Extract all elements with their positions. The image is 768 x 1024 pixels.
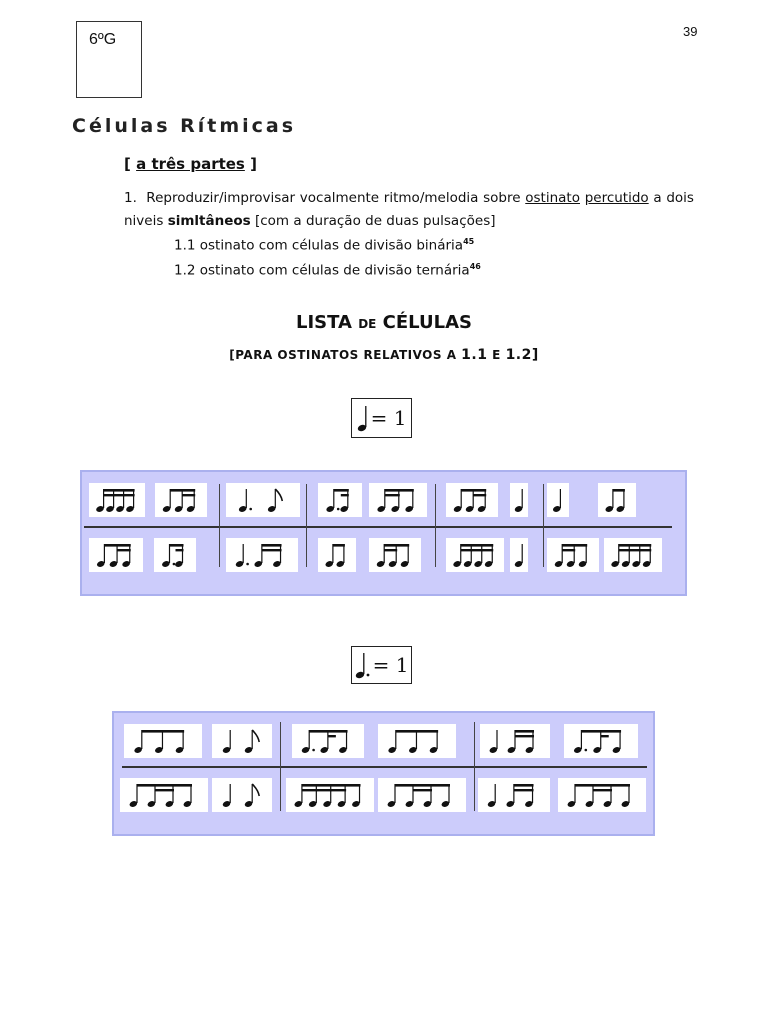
rhythm-cell xyxy=(286,778,374,812)
panel-divider xyxy=(84,526,672,528)
rhythm-notation xyxy=(446,483,498,517)
rhythm-cell xyxy=(154,538,196,572)
rhythm-cell xyxy=(292,724,364,758)
rhythm-cell xyxy=(318,483,362,517)
rhythm-cell xyxy=(89,538,143,572)
tempo-ternary xyxy=(351,646,412,684)
group-separator xyxy=(280,722,281,811)
rhythm-notation xyxy=(120,778,208,812)
rhythm-cell xyxy=(369,538,421,572)
rhythm-cell xyxy=(318,538,356,572)
rhythm-notation xyxy=(369,538,421,572)
rhythm-notation xyxy=(446,538,504,572)
footnote-ref: 46 xyxy=(469,262,481,271)
rhythm-notation xyxy=(547,483,569,517)
rhythm-cell xyxy=(598,483,636,517)
rhythm-notation xyxy=(598,483,636,517)
section-heading: [ a três partes ] xyxy=(124,155,257,173)
group-separator xyxy=(435,484,436,567)
group-separator xyxy=(474,722,475,811)
section-heading-text: a três partes xyxy=(136,155,245,173)
group-separator xyxy=(219,484,220,567)
instruction-item-1: 1. Reproduzir/improvisar vocalmente ritmo/melodia sobre ostinato percutido a dois niveis simltâneos [com a duração de duas pulsações] xyxy=(124,190,694,229)
rhythm-cell xyxy=(89,483,145,517)
rhythm-cell xyxy=(226,538,298,572)
rhythm-notation xyxy=(510,538,528,572)
rhythm-cell xyxy=(547,483,569,517)
rhythm-notation xyxy=(124,724,202,758)
rhythm-notation xyxy=(604,538,662,572)
rhythm-cell xyxy=(226,483,300,517)
class-label: 6ºG xyxy=(89,31,117,48)
rhythm-cell xyxy=(510,538,528,572)
quarter-note-icon xyxy=(357,403,369,433)
class-label-box xyxy=(76,21,142,98)
group-separator xyxy=(306,484,307,567)
rhythm-notation xyxy=(89,483,145,517)
group-separator xyxy=(543,484,544,567)
rhythm-cell xyxy=(369,483,427,517)
rhythm-cell xyxy=(212,778,272,812)
rhythm-notation xyxy=(226,483,300,517)
rhythm-notation xyxy=(226,538,298,572)
rhythm-notation xyxy=(318,483,362,517)
rhythm-cell xyxy=(120,778,208,812)
rhythm-notation xyxy=(547,538,599,572)
rhythm-notation xyxy=(212,724,272,758)
rhythm-notation xyxy=(478,778,550,812)
rhythm-notation xyxy=(480,724,550,758)
rhythm-cell xyxy=(478,778,550,812)
rhythm-cell xyxy=(510,483,528,517)
page-number: 39 xyxy=(683,24,698,39)
rhythm-cell xyxy=(212,724,272,758)
rhythm-notation xyxy=(89,538,143,572)
rhythm-cell xyxy=(480,724,550,758)
footnote-ref: 45 xyxy=(463,237,475,246)
rhythm-notation xyxy=(369,483,427,517)
list-subtitle: [PARA OSTINATOS RELATIVOS A 1.1 E 1.2] xyxy=(229,347,539,363)
rhythm-cell xyxy=(446,538,504,572)
tempo-ternary-value: = 1 xyxy=(372,653,409,677)
list-title: LISTA DE CÉLULAS xyxy=(295,312,472,333)
rhythm-cell xyxy=(547,538,599,572)
tempo-binary xyxy=(351,398,412,438)
subitem-1-1: 1.1 ostinato com células de divisão binária$^{45}$ xyxy=(174,237,475,254)
rhythm-notation xyxy=(318,538,356,572)
rhythm-notation xyxy=(558,778,646,812)
rhythm-notation xyxy=(564,724,638,758)
rhythm-cell xyxy=(446,483,498,517)
rhythm-cell xyxy=(604,538,662,572)
rhythm-notation xyxy=(154,538,196,572)
rhythm-notation xyxy=(292,724,364,758)
rhythm-cell xyxy=(124,724,202,758)
rhythm-cell xyxy=(155,483,207,517)
rhythm-notation xyxy=(378,724,456,758)
subitem-1-2: 1.2 ostinato com células de divisão ternária$^{46}$ xyxy=(174,262,481,279)
rhythm-cell xyxy=(378,778,466,812)
rhythm-notation xyxy=(155,483,207,517)
rhythm-notation xyxy=(286,778,374,812)
tempo-binary-value: = 1 xyxy=(370,406,407,430)
rhythm-cell xyxy=(378,724,456,758)
rhythm-cell xyxy=(564,724,638,758)
rhythm-cell xyxy=(558,778,646,812)
dotted-quarter-note-icon xyxy=(355,650,371,680)
page-title: Células Rítmicas xyxy=(72,115,297,137)
rhythm-notation xyxy=(510,483,528,517)
rhythm-notation xyxy=(212,778,272,812)
panel-divider xyxy=(122,766,647,768)
rhythm-notation xyxy=(378,778,466,812)
